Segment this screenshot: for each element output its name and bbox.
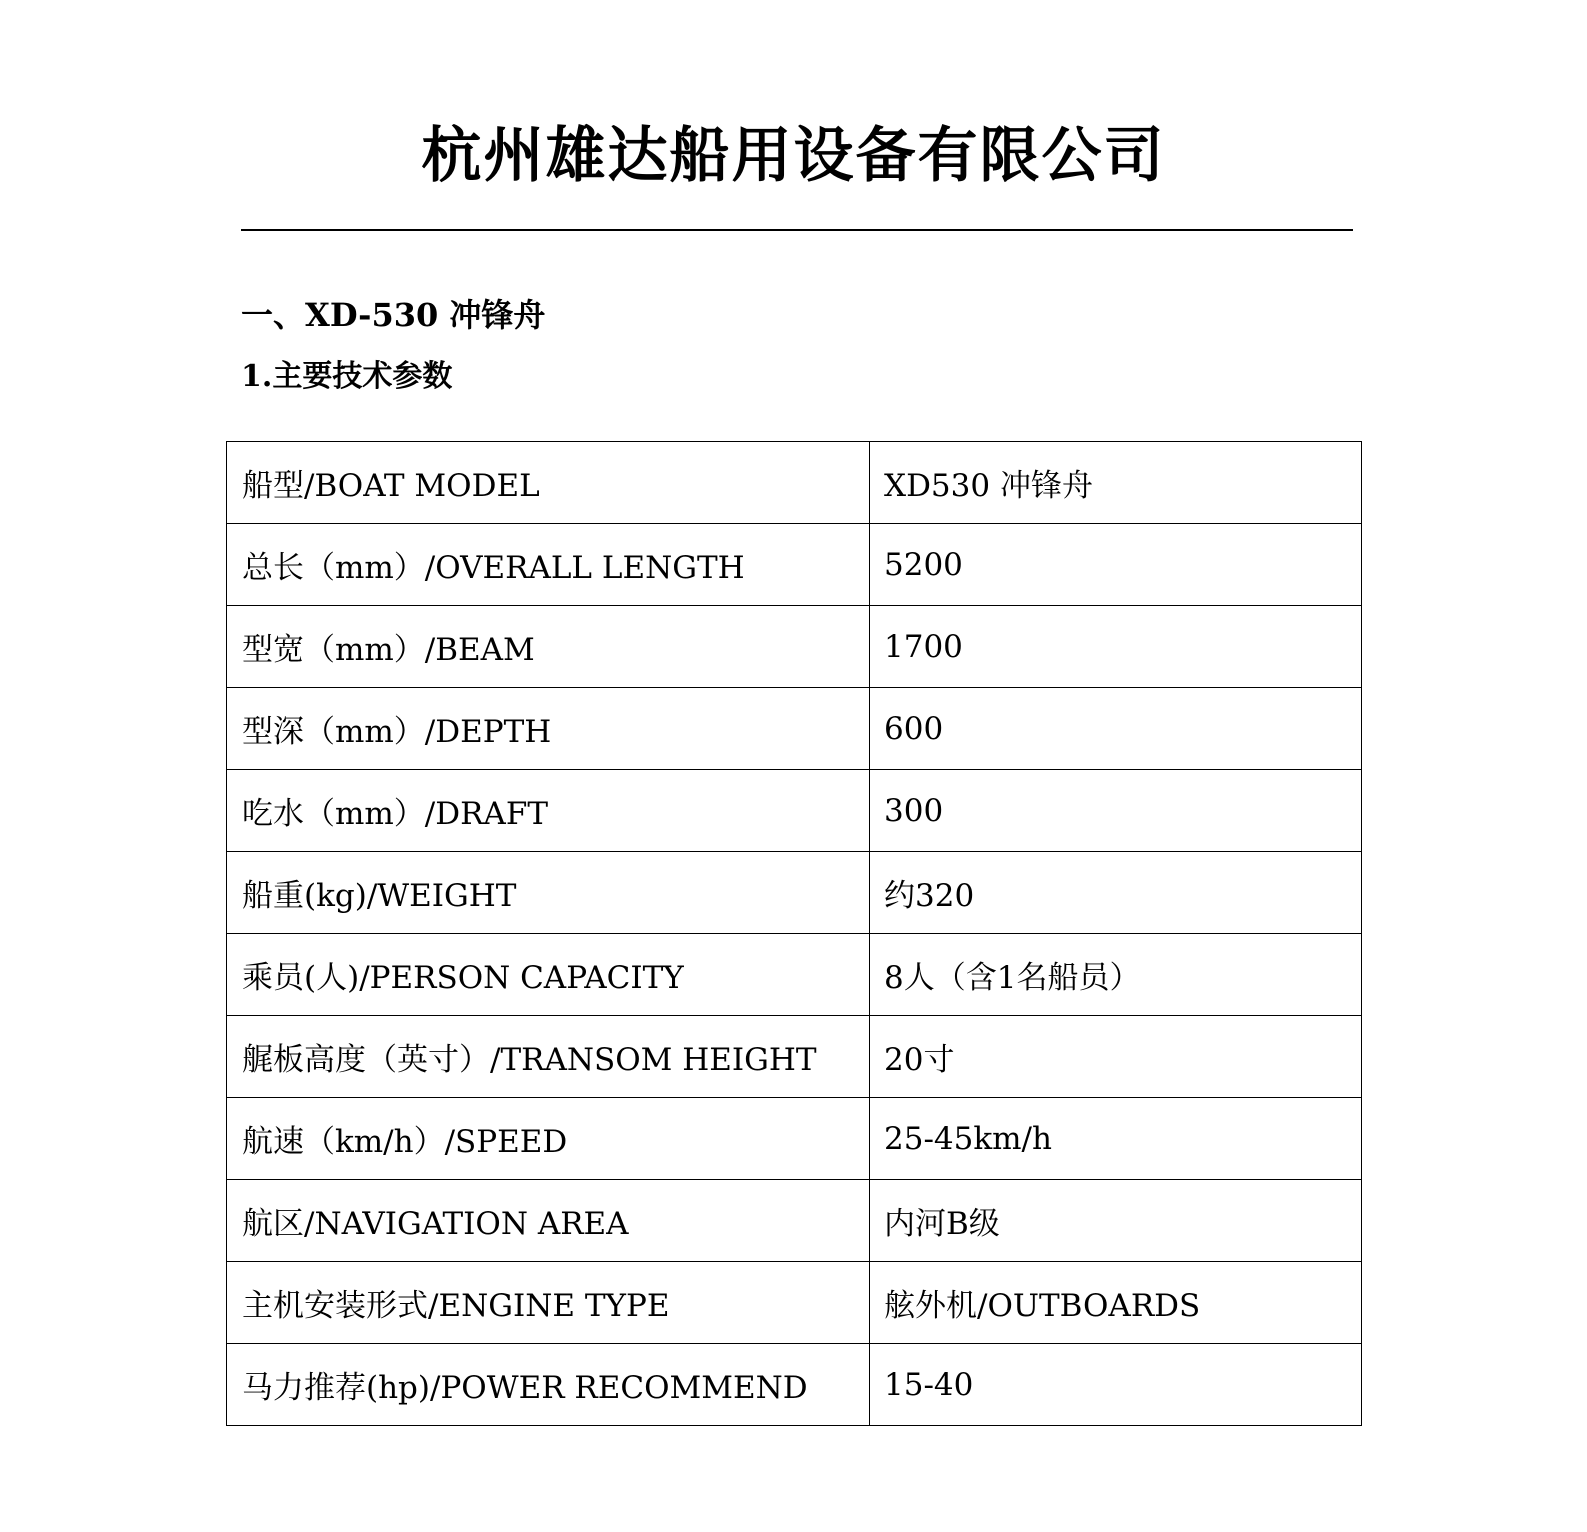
title-divider [241,229,1353,231]
spec-value: 15-40 [870,1344,1362,1426]
spec-subheading: 1.主要技术参数 [241,359,453,394]
spec-label: 马力推荐(hp)/POWER RECOMMEND [227,1344,870,1426]
section-heading: 一、XD-530 冲锋舟 [241,296,546,334]
spec-label: 型深（mm）/DEPTH [227,688,870,770]
table-row [227,1262,1362,1344]
table-row [227,1098,1362,1180]
table-row [227,1180,1362,1262]
spec-value: 5200 [870,524,1362,606]
table-row [227,442,1362,524]
spec-value: 8人（含1名船员） [870,934,1362,1016]
company-title: 杭州雄达船用设备有限公司 [421,121,1166,191]
spec-value: 600 [870,688,1362,770]
spec-label: 船重(kg)/WEIGHT [227,852,870,934]
spec-table [226,441,1362,1426]
spec-value: 300 [870,770,1362,852]
spec-label: 吃水（mm）/DRAFT [227,770,870,852]
table-row [227,524,1362,606]
table-row [227,1344,1362,1426]
table-row [227,934,1362,1016]
spec-label: 船型/BOAT MODEL [227,442,870,524]
table-row [227,1016,1362,1098]
spec-label: 航速（km/h）/SPEED [227,1098,870,1180]
spec-label: 主机安装形式/ENGINE TYPE [227,1262,870,1344]
spec-value: 20寸 [870,1016,1362,1098]
table-row [227,852,1362,934]
spec-value: 内河B级 [870,1180,1362,1262]
table-row [227,770,1362,852]
table-row [227,606,1362,688]
spec-value: 25-45km/h [870,1098,1362,1180]
spec-value: 舷外机/OUTBOARDS [870,1262,1362,1344]
spec-value: 1700 [870,606,1362,688]
spec-label: 总长（mm）/OVERALL LENGTH [227,524,870,606]
table-row [227,688,1362,770]
spec-label: 航区/NAVIGATION AREA [227,1180,870,1262]
spec-label: 型宽（mm）/BEAM [227,606,870,688]
spec-value: 约320 [870,852,1362,934]
spec-value: XD530 冲锋舟 [870,442,1362,524]
spec-label: 乘员(人)/PERSON CAPACITY [227,934,870,1016]
spec-label: 艉板高度（英寸）/TRANSOM HEIGHT [227,1016,870,1098]
